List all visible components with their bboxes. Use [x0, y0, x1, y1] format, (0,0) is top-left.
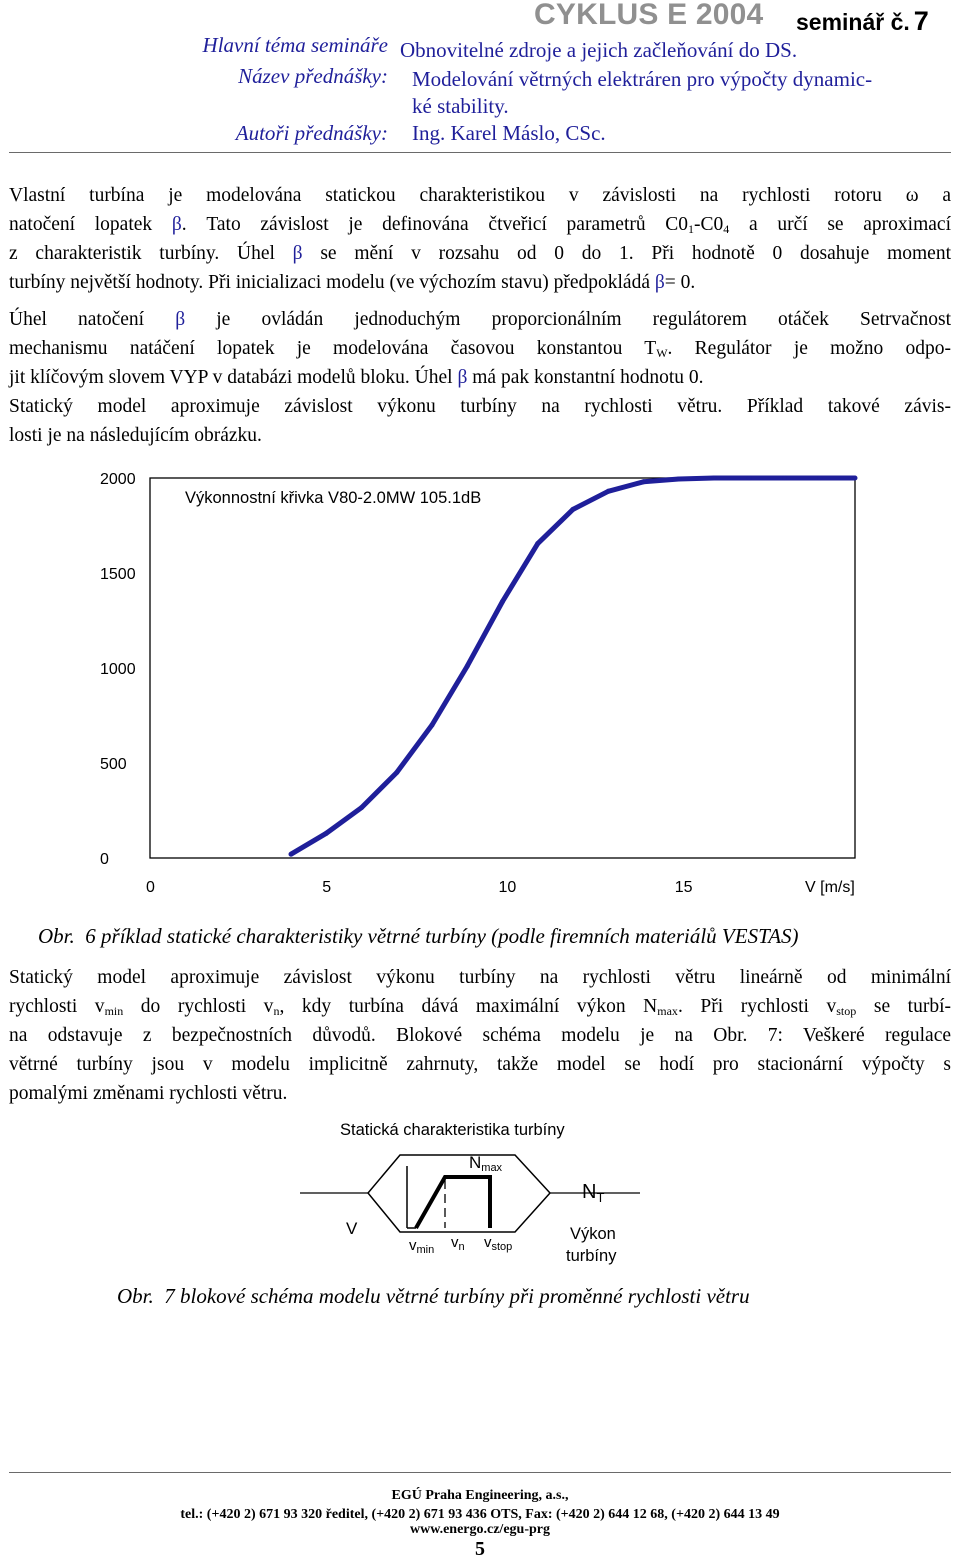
- page-number: 5: [475, 1538, 485, 1560]
- text-line: losti je na následujícím obrázku.: [9, 425, 262, 446]
- figure-6-caption: [38, 924, 799, 949]
- chart-points: [289, 476, 858, 857]
- diagram-title: Statická charakteristika turbíny: [340, 1121, 565, 1139]
- text-line: rychlosti $v_{min}$ do rychlosti $v_n$, kdy turbína dává maximální výkon $N_{max}$. Při rychlosti $v_{stop}$ se turbí-: [9, 996, 951, 1018]
- text-line: turbíny největší hodnoty. Při inicializaci modelu (ve výchozím stavu) předpokládá β= 0.: [9, 272, 696, 293]
- data-point: [747, 476, 752, 481]
- value-main-topic: Obnovitelné zdroje a jejich začleňování do DS.: [400, 38, 798, 62]
- data-point: [676, 476, 681, 481]
- value-lecture-title-1: Modelování větrných elektráren pro výpočty dynamic-: [412, 67, 873, 91]
- x-tick-label: 5: [322, 879, 332, 896]
- x-tick-label: 15: [674, 879, 693, 896]
- power-curve-chart: [0, 460, 960, 930]
- value-authors: Ing. Karel Máslo, CSc.: [412, 121, 606, 145]
- data-point: [571, 507, 576, 512]
- footer-divider: [9, 1472, 951, 1473]
- caption-text: 7 blokové schéma modelu větrné turbíny při proměnné rychlosti větru: [164, 1284, 750, 1308]
- plot-area-frame: [150, 478, 855, 858]
- footer-contacts: tel.: (+420 2) 671 93 320 ředitel, (+420 2) 671 93 436 OTS, Fax: (+420 2) 644 12 68, (+420 2) 644 13 49: [180, 1507, 780, 1522]
- output-label-1: Výkon: [570, 1225, 616, 1243]
- footer-company: EGÚ Praha Engineering, a.s.,: [391, 1488, 569, 1503]
- caption-prefix: Obr.: [38, 924, 75, 948]
- y-tick-label: 500: [100, 756, 127, 773]
- vmin-label: $v_{min}$: [409, 1237, 435, 1256]
- x-tick-label: V [m/s]: [805, 879, 855, 896]
- caption-prefix: Obr.: [117, 1284, 154, 1308]
- text-line: na odstavuje z bezpečnostních důvodů. Blokové schéma modelu je na Obr. 7: Veškeré regulace: [9, 1025, 951, 1046]
- data-point: [324, 831, 329, 836]
- paragraph-pitch-control: [9, 305, 951, 450]
- data-point: [430, 723, 435, 728]
- power-curve-line: [291, 478, 855, 854]
- data-point: [289, 852, 294, 857]
- data-point: [853, 476, 858, 481]
- x-tick-label: 0: [146, 879, 155, 896]
- output-label-2: turbíny: [566, 1247, 617, 1265]
- caption-text: 6 příklad statické charakteristiky větrné turbíny (podle firemních materiálů VESTAS): [85, 924, 799, 948]
- text-line: Statický model aproximuje závislost výkonu turbíny na rychlosti větru lineárně od minimální: [9, 967, 951, 988]
- data-point: [782, 476, 787, 481]
- block-shape: [368, 1155, 550, 1232]
- y-tick-label: 1000: [100, 661, 136, 678]
- series-title: CYKLUS E 2004: [534, 0, 764, 31]
- seminar-number: [796, 6, 929, 37]
- data-point: [500, 599, 505, 604]
- data-point: [641, 479, 646, 484]
- chart-ticks: [100, 471, 855, 896]
- value-lecture-title-2: ké stability.: [412, 94, 509, 118]
- label-authors: Autoři přednášky:: [235, 121, 388, 145]
- text-line: mechanismu natáčení lopatek je modelována časovou konstantou $T_W$. Regulátor je možno odpo-: [9, 338, 951, 360]
- x-tick-label: 10: [498, 879, 517, 896]
- data-point: [535, 541, 540, 546]
- text-line: pomalými změnami rychlosti větru.: [9, 1083, 288, 1104]
- data-point: [817, 476, 822, 481]
- text-line: větrné turbíny jsou v modelu implicitně zahrnuty, takže model se hodí pro stacionární výpočty s: [9, 1054, 951, 1075]
- figure-7-caption: [117, 1284, 750, 1309]
- data-point: [394, 770, 399, 775]
- paragraph-turbine-model: [9, 181, 951, 297]
- output-nt-label: $N_T$: [582, 1181, 605, 1205]
- y-tick-label: 0: [100, 851, 109, 868]
- header-divider: [9, 152, 951, 153]
- chart-title: Výkonnostní křivka V80-2.0MW 105.1dB: [185, 489, 482, 507]
- text-line: natočení lopatek β. Tato závislost je definována čtveřicí parametrů $C0_1-C0_4$ a určí se aproximací: [9, 214, 951, 236]
- block-diagram: [0, 1110, 960, 1280]
- paragraph-static-model: [9, 963, 951, 1108]
- label-lecture-title: Název přednášky:: [238, 64, 388, 88]
- text-line: z charakteristik turbíny. Úhel β se mění v rozsahu od 0 do 1. Při hodnotě 0 dosahuje moment: [9, 243, 951, 264]
- data-point: [606, 489, 611, 494]
- input-v-label: V: [346, 1219, 358, 1238]
- data-point: [712, 476, 717, 481]
- char-trapezoid: [416, 1177, 490, 1228]
- footer-web: www.energo.cz/egu-prg: [410, 1522, 550, 1537]
- label-main-topic: Hlavní téma semináře: [202, 33, 388, 57]
- text-line: Statický model aproximuje závislost výkonu turbíny na rychlosti větru. Příklad takové závis-: [9, 396, 951, 417]
- data-point: [359, 805, 364, 810]
- vstop-label: $v_{stop}$: [484, 1234, 513, 1253]
- nmax-label: Nmax: [469, 1153, 503, 1174]
- text-line: jit klíčovým slovem VYP v databázi modelů bloku. Úhel β má pak konstantní hodnotu 0.: [9, 367, 704, 388]
- vn-label: $v_n$: [451, 1234, 465, 1253]
- seminar-label: seminář č.: [796, 9, 910, 35]
- y-tick-label: 2000: [100, 471, 136, 488]
- data-point: [465, 664, 470, 669]
- text-line: Vlastní turbína je modelována statickou charakteristikou v závislosti na rychlosti rotoru ω a: [9, 185, 951, 206]
- y-tick-label: 1500: [100, 566, 136, 583]
- seminar-num: 7: [913, 6, 929, 36]
- text-line: Úhel natočení β je ovládán jednoduchým proporcionálním regulátorem otáček Setrvačnost: [9, 309, 951, 330]
